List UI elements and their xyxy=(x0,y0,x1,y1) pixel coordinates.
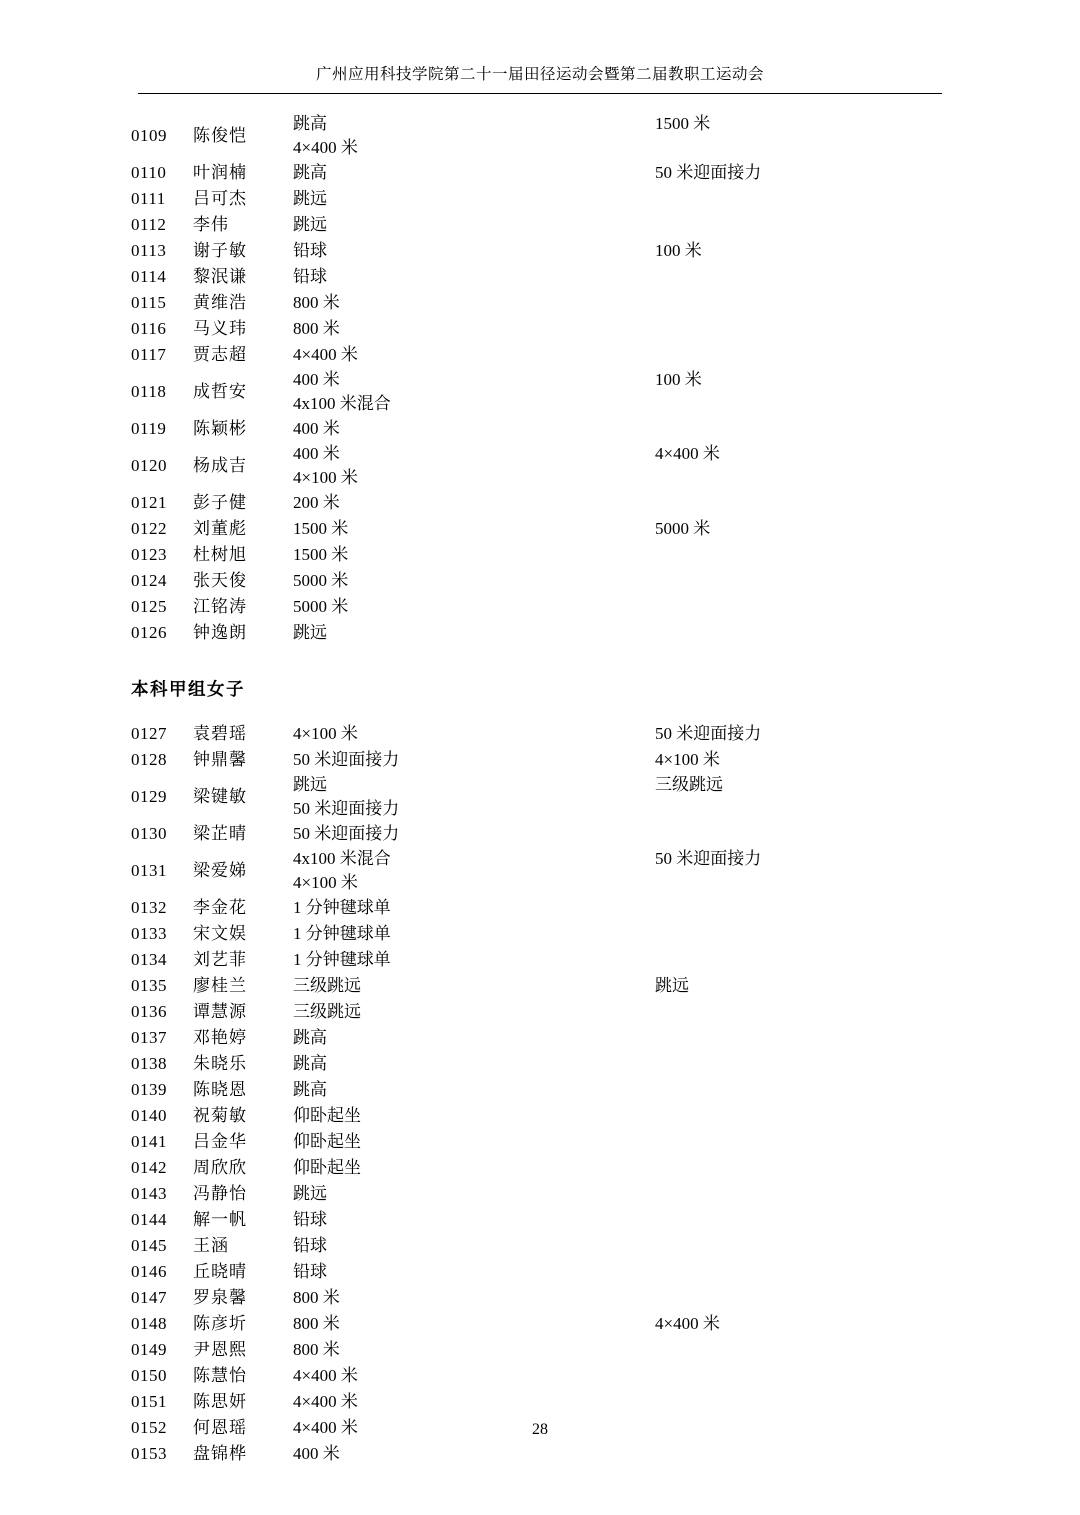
event-secondary xyxy=(655,773,951,797)
athlete-number: 0136 xyxy=(131,1002,167,1021)
event-primary xyxy=(293,773,655,821)
athlete-number: 0112 xyxy=(131,215,167,234)
athlete-name: 陈颖彬 xyxy=(193,419,247,438)
athlete-name: 何恩瑶 xyxy=(193,1418,247,1437)
event-item: 50 米迎面接力 xyxy=(293,750,400,769)
event-secondary xyxy=(655,442,951,466)
event-item: 跳远 xyxy=(293,775,327,794)
event-item: 4×100 米 xyxy=(655,750,720,769)
event-secondary xyxy=(655,239,951,263)
table-row xyxy=(131,416,951,442)
event-primary xyxy=(293,213,655,237)
table-row xyxy=(131,490,951,516)
event-secondary xyxy=(655,368,951,392)
event-primary xyxy=(293,822,655,846)
event-primary xyxy=(293,1208,655,1232)
table-row xyxy=(131,568,951,594)
event-item: 4×100 米 xyxy=(293,724,358,743)
table-row xyxy=(131,290,951,316)
event-item: 三级跳远 xyxy=(655,775,723,794)
event-primary xyxy=(293,1442,655,1466)
athlete-name: 吕金华 xyxy=(193,1132,247,1151)
athlete-number: 0143 xyxy=(131,1184,167,1203)
table-row xyxy=(131,264,951,290)
event-primary xyxy=(293,1130,655,1154)
table-row xyxy=(131,186,951,212)
table-row xyxy=(131,1077,951,1103)
event-primary xyxy=(293,1078,655,1102)
event-item: 400 米 xyxy=(293,1444,340,1463)
table-row xyxy=(131,1363,951,1389)
event-item: 三级跳远 xyxy=(293,1002,361,1021)
athlete-number: 0138 xyxy=(131,1054,167,1073)
event-primary xyxy=(293,1364,655,1388)
event-item: 4×100 米 xyxy=(293,468,358,487)
athlete-name: 黄维浩 xyxy=(193,293,247,312)
table-row xyxy=(131,112,951,160)
athlete-name: 尹恩熙 xyxy=(193,1340,247,1359)
table-row xyxy=(131,1051,951,1077)
athlete-name: 刘董彪 xyxy=(193,519,247,538)
table-row xyxy=(131,316,951,342)
table-row xyxy=(131,160,951,186)
athlete-number: 0144 xyxy=(131,1210,167,1229)
athlete-name: 解一帆 xyxy=(193,1210,247,1229)
table-row xyxy=(131,1181,951,1207)
athlete-name: 陈俊恺 xyxy=(193,126,247,145)
event-item: 5000 米 xyxy=(655,519,711,538)
athlete-name: 张天俊 xyxy=(193,571,247,590)
table-row xyxy=(131,1285,951,1311)
event-item: 1 分钟毽球单 xyxy=(293,950,391,969)
event-primary xyxy=(293,922,655,946)
event-item: 50 米迎面接力 xyxy=(655,849,762,868)
event-item: 100 米 xyxy=(655,370,702,389)
event-item: 三级跳远 xyxy=(293,976,361,995)
event-item: 4×400 米 xyxy=(293,138,358,157)
athlete-number: 0118 xyxy=(131,382,167,401)
athlete-name: 宋文娱 xyxy=(193,924,247,943)
athlete-number: 0128 xyxy=(131,750,167,769)
athlete-number: 0124 xyxy=(131,571,167,590)
athlete-number: 0146 xyxy=(131,1262,167,1281)
event-item: 仰卧起坐 xyxy=(293,1158,361,1177)
event-item: 800 米 xyxy=(293,1314,340,1333)
event-primary xyxy=(293,847,655,895)
event-secondary xyxy=(655,847,951,871)
athlete-name: 陈彦圻 xyxy=(193,1314,247,1333)
athlete-name: 马义玮 xyxy=(193,319,247,338)
table-row xyxy=(131,620,951,646)
event-item: 跳远 xyxy=(293,189,327,208)
event-item: 800 米 xyxy=(293,293,340,312)
event-item: 跳高 xyxy=(293,1054,327,1073)
event-secondary xyxy=(655,722,951,746)
athlete-name: 梁键敏 xyxy=(193,787,247,806)
event-primary xyxy=(293,442,655,490)
athlete-name: 谭慧源 xyxy=(193,1002,247,1021)
athlete-name: 盘锦桦 xyxy=(193,1444,247,1463)
athlete-number: 0151 xyxy=(131,1392,167,1411)
athlete-number: 0135 xyxy=(131,976,167,995)
table-row xyxy=(131,1311,951,1337)
athlete-number: 0113 xyxy=(131,241,167,260)
athlete-number: 0127 xyxy=(131,724,167,743)
event-item: 4×400 米 xyxy=(293,1392,358,1411)
event-primary xyxy=(293,161,655,185)
athlete-name: 祝菊敏 xyxy=(193,1106,247,1125)
athlete-name: 朱晓乐 xyxy=(193,1054,247,1073)
table-row xyxy=(131,1441,951,1467)
athlete-name: 廖桂兰 xyxy=(193,976,247,995)
event-primary xyxy=(293,368,655,416)
event-item: 4×400 米 xyxy=(293,1366,358,1385)
event-item: 1 分钟毽球单 xyxy=(293,924,391,943)
event-item: 铅球 xyxy=(293,241,327,260)
event-item: 50 米迎面接力 xyxy=(293,799,400,818)
table-row xyxy=(131,1233,951,1259)
event-secondary xyxy=(655,1312,951,1336)
event-primary xyxy=(293,1390,655,1414)
athlete-name: 冯静怡 xyxy=(193,1184,247,1203)
event-primary xyxy=(293,1338,655,1362)
table-row xyxy=(131,773,951,821)
event-item: 仰卧起坐 xyxy=(293,1132,361,1151)
athlete-number: 0121 xyxy=(131,493,167,512)
athlete-number: 0115 xyxy=(131,293,167,312)
table-row xyxy=(131,1259,951,1285)
page-header: 广州应用科技学院第二十一届田径运动会暨第二届教职工运动会 xyxy=(138,62,942,94)
event-item: 50 米迎面接力 xyxy=(655,724,762,743)
event-item: 跳远 xyxy=(655,976,689,995)
athlete-number: 0149 xyxy=(131,1340,167,1359)
section-title: 本科甲组女子 xyxy=(131,679,245,699)
athlete-name: 李伟 xyxy=(193,215,229,234)
athlete-name: 丘晓晴 xyxy=(193,1262,247,1281)
event-item: 铅球 xyxy=(293,1236,327,1255)
event-item: 800 米 xyxy=(293,319,340,338)
event-item: 50 米迎面接力 xyxy=(293,824,400,843)
event-primary xyxy=(293,491,655,515)
table-row xyxy=(131,368,951,416)
event-primary xyxy=(293,1286,655,1310)
event-primary xyxy=(293,343,655,367)
event-primary xyxy=(293,1312,655,1336)
event-item: 铅球 xyxy=(293,267,327,286)
athlete-number: 0153 xyxy=(131,1444,167,1463)
athlete-name: 王涵 xyxy=(193,1236,229,1255)
event-item: 5000 米 xyxy=(293,597,349,616)
athlete-number: 0148 xyxy=(131,1314,167,1333)
athlete-number: 0125 xyxy=(131,597,167,616)
event-item: 跳高 xyxy=(293,114,327,133)
event-item: 400 米 xyxy=(293,419,340,438)
table-row xyxy=(131,973,951,999)
event-item: 4×400 米 xyxy=(293,345,358,364)
event-secondary xyxy=(655,161,951,185)
athlete-name: 彭子健 xyxy=(193,493,247,512)
event-item: 50 米迎面接力 xyxy=(655,163,762,182)
event-item: 跳高 xyxy=(293,163,327,182)
table-row xyxy=(131,1389,951,1415)
table-row xyxy=(131,516,951,542)
athlete-number: 0129 xyxy=(131,787,167,806)
table-row xyxy=(131,999,951,1025)
event-item: 4×400 米 xyxy=(655,444,720,463)
event-item: 跳远 xyxy=(293,215,327,234)
table-row xyxy=(131,1103,951,1129)
event-item: 4x100 米混合 xyxy=(293,394,391,413)
athlete-name: 成哲安 xyxy=(193,382,247,401)
event-primary xyxy=(293,291,655,315)
athlete-number: 0110 xyxy=(131,163,167,182)
athlete-name: 贾志超 xyxy=(193,345,247,364)
event-primary xyxy=(293,1260,655,1284)
table-row xyxy=(131,238,951,264)
athlete-name: 黎泯谦 xyxy=(193,267,247,286)
event-primary xyxy=(293,748,655,772)
athlete-number: 0141 xyxy=(131,1132,167,1151)
athlete-number: 0139 xyxy=(131,1080,167,1099)
athlete-number: 0140 xyxy=(131,1106,167,1125)
athlete-number: 0114 xyxy=(131,267,167,286)
event-primary xyxy=(293,543,655,567)
event-primary xyxy=(293,1000,655,1024)
event-item: 铅球 xyxy=(293,1262,327,1281)
table-row xyxy=(131,594,951,620)
table-row xyxy=(131,947,951,973)
event-primary xyxy=(293,948,655,972)
athlete-name: 钟逸朗 xyxy=(193,623,247,642)
event-item: 400 米 xyxy=(293,370,340,389)
event-item: 铅球 xyxy=(293,1210,327,1229)
athlete-number: 0142 xyxy=(131,1158,167,1177)
athlete-number: 0117 xyxy=(131,345,167,364)
table-row xyxy=(131,342,951,368)
athlete-number: 0132 xyxy=(131,898,167,917)
athlete-number: 0152 xyxy=(131,1418,167,1437)
event-item: 跳远 xyxy=(293,1184,327,1203)
athlete-number: 0119 xyxy=(131,419,167,438)
table-row xyxy=(131,1025,951,1051)
athlete-number: 0134 xyxy=(131,950,167,969)
event-primary xyxy=(293,265,655,289)
athlete-name: 邓艳婷 xyxy=(193,1028,247,1047)
page-number: 28 xyxy=(532,1421,548,1438)
event-item: 100 米 xyxy=(655,241,702,260)
event-item: 跳高 xyxy=(293,1028,327,1047)
event-secondary xyxy=(655,112,951,136)
event-primary xyxy=(293,595,655,619)
athlete-number: 0109 xyxy=(131,126,167,145)
event-primary xyxy=(293,1182,655,1206)
athlete-number: 0122 xyxy=(131,519,167,538)
table-row xyxy=(131,212,951,238)
table-row xyxy=(131,821,951,847)
event-item: 4×400 米 xyxy=(655,1314,720,1333)
athlete-name: 叶润楠 xyxy=(193,163,247,182)
table-row xyxy=(131,895,951,921)
athlete-number: 0123 xyxy=(131,545,167,564)
athlete-number: 0111 xyxy=(131,189,166,208)
event-secondary xyxy=(655,517,951,541)
table-row xyxy=(131,1207,951,1233)
athlete-name: 袁碧瑶 xyxy=(193,724,247,743)
event-primary xyxy=(293,1104,655,1128)
event-primary xyxy=(293,569,655,593)
event-primary xyxy=(293,896,655,920)
athlete-name: 吕可杰 xyxy=(193,189,247,208)
event-primary xyxy=(293,722,655,746)
athlete-name: 杜树旭 xyxy=(193,545,247,564)
event-item: 跳远 xyxy=(293,623,327,642)
athlete-name: 江铭涛 xyxy=(193,597,247,616)
table-row xyxy=(131,847,951,895)
athlete-name: 周欣欣 xyxy=(193,1158,247,1177)
event-primary xyxy=(293,112,655,160)
athlete-name: 罗泉馨 xyxy=(193,1288,247,1307)
event-item: 5000 米 xyxy=(293,571,349,590)
athlete-name: 陈晓恩 xyxy=(193,1080,247,1099)
athlete-number: 0116 xyxy=(131,319,167,338)
event-primary xyxy=(293,1026,655,1050)
event-primary xyxy=(293,1234,655,1258)
table-row xyxy=(131,721,951,747)
event-item: 仰卧起坐 xyxy=(293,1106,361,1125)
event-item: 4×100 米 xyxy=(293,873,358,892)
event-item: 800 米 xyxy=(293,1340,340,1359)
event-secondary xyxy=(655,748,951,772)
athlete-number: 0130 xyxy=(131,824,167,843)
event-item: 1 分钟毽球单 xyxy=(293,898,391,917)
athlete-name: 梁芷晴 xyxy=(193,824,247,843)
athlete-name: 陈慧怡 xyxy=(193,1366,247,1385)
event-primary xyxy=(293,621,655,645)
athlete-name: 陈思妍 xyxy=(193,1392,247,1411)
athlete-name: 谢子敏 xyxy=(193,241,247,260)
athlete-name: 李金花 xyxy=(193,898,247,917)
sections-container xyxy=(131,112,951,1467)
athlete-number: 0145 xyxy=(131,1236,167,1255)
event-primary xyxy=(293,1052,655,1076)
event-item: 400 米 xyxy=(293,444,340,463)
roster-content xyxy=(131,112,951,1467)
athlete-number: 0147 xyxy=(131,1288,167,1307)
event-item: 1500 米 xyxy=(293,545,349,564)
table-row xyxy=(131,1129,951,1155)
athlete-number: 0150 xyxy=(131,1366,167,1385)
event-item: 4x100 米混合 xyxy=(293,849,391,868)
athlete-number: 0137 xyxy=(131,1028,167,1047)
table-row xyxy=(131,1155,951,1181)
table-row xyxy=(131,1337,951,1363)
event-primary xyxy=(293,239,655,263)
event-primary xyxy=(293,974,655,998)
event-primary xyxy=(293,317,655,341)
event-item: 跳高 xyxy=(293,1080,327,1099)
event-item: 4×400 米 xyxy=(293,1418,358,1437)
event-primary xyxy=(293,187,655,211)
event-item: 800 米 xyxy=(293,1288,340,1307)
athlete-number: 0131 xyxy=(131,861,167,880)
athlete-name: 刘艺菲 xyxy=(193,950,247,969)
event-item: 200 米 xyxy=(293,493,340,512)
event-item: 1500 米 xyxy=(293,519,349,538)
athlete-number: 0120 xyxy=(131,456,167,475)
table-row xyxy=(131,747,951,773)
table-row xyxy=(131,921,951,947)
event-primary xyxy=(293,1156,655,1180)
athlete-name: 梁爱娣 xyxy=(193,861,247,880)
athlete-number: 0126 xyxy=(131,623,167,642)
event-primary xyxy=(293,417,655,441)
athlete-name: 钟鼎馨 xyxy=(193,750,247,769)
event-primary xyxy=(293,517,655,541)
table-row xyxy=(131,542,951,568)
event-secondary xyxy=(655,974,951,998)
athlete-name: 杨成吉 xyxy=(193,456,247,475)
table-row xyxy=(131,442,951,490)
athlete-number: 0133 xyxy=(131,924,167,943)
event-item: 1500 米 xyxy=(655,114,711,133)
